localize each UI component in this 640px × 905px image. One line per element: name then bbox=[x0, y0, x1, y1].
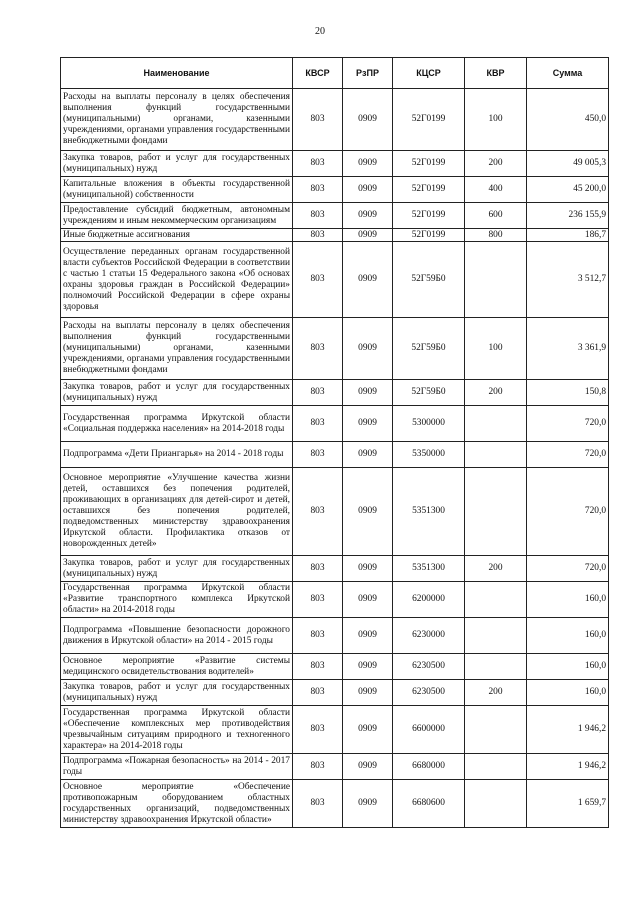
cell-kvr: 200 bbox=[465, 680, 527, 706]
cell-rzpr: 0909 bbox=[343, 229, 393, 242]
cell-sum: 720,0 bbox=[527, 442, 609, 468]
cell-kvsr: 803 bbox=[293, 406, 343, 442]
cell-kvr bbox=[465, 582, 527, 618]
cell-kvr: 600 bbox=[465, 203, 527, 229]
cell-kvsr: 803 bbox=[293, 177, 343, 203]
cell-rzpr: 0909 bbox=[343, 556, 393, 582]
cell-name: Основное мероприятие «Обеспечение противопожарным оборудованием областных государственных организаций, подведомственных министерству здравоохранения Иркутской области» bbox=[61, 780, 293, 828]
cell-name: Основное мероприятие «Улучшение качества жизни детей, оставшихся без попечения родителей, проживающих в организациях для детей-сирот и детей, оставшихся без попечения родителей, подведомственных министерству здравоохранения Иркутской области. Профилактика отказов от новорожденных детей» bbox=[61, 468, 293, 556]
cell-kvsr: 803 bbox=[293, 618, 343, 654]
cell-kvsr: 803 bbox=[293, 89, 343, 151]
cell-name: Государственная программа Иркутской области «Развитие транспортного комплекса Иркутской области» на 2014-2018 годы bbox=[61, 582, 293, 618]
header-kcsr: КЦСР bbox=[393, 58, 465, 89]
cell-kvr: 200 bbox=[465, 556, 527, 582]
cell-sum: 1 946,2 bbox=[527, 706, 609, 754]
cell-kvsr: 803 bbox=[293, 654, 343, 680]
cell-sum: 1 946,2 bbox=[527, 754, 609, 780]
cell-name: Закупка товаров, работ и услуг для государственных (муниципальных) нужд bbox=[61, 151, 293, 177]
cell-name: Капитальные вложения в объекты государственной (муниципальной) собственности bbox=[61, 177, 293, 203]
cell-rzpr: 0909 bbox=[343, 654, 393, 680]
cell-kcsr: 6680000 bbox=[393, 754, 465, 780]
budget-table bbox=[60, 57, 609, 828]
cell-rzpr: 0909 bbox=[343, 442, 393, 468]
cell-rzpr: 0909 bbox=[343, 406, 393, 442]
cell-kcsr: 52Г0199 bbox=[393, 151, 465, 177]
cell-rzpr: 0909 bbox=[343, 468, 393, 556]
table-row bbox=[61, 706, 609, 754]
cell-kcsr: 5300000 bbox=[393, 406, 465, 442]
page-number: 20 bbox=[315, 26, 325, 37]
cell-name: Закупка товаров, работ и услуг для государственных (муниципальных) нужд bbox=[61, 380, 293, 406]
table-row bbox=[61, 242, 609, 318]
cell-sum: 45 200,0 bbox=[527, 177, 609, 203]
cell-sum: 186,7 bbox=[527, 229, 609, 242]
cell-sum: 720,0 bbox=[527, 406, 609, 442]
cell-rzpr: 0909 bbox=[343, 203, 393, 229]
cell-rzpr: 0909 bbox=[343, 780, 393, 828]
cell-name: Закупка товаров, работ и услуг для государственных (муниципальных) нужд bbox=[61, 680, 293, 706]
table-row bbox=[61, 406, 609, 442]
cell-kcsr: 6600000 bbox=[393, 706, 465, 754]
table-row bbox=[61, 654, 609, 680]
table-row bbox=[61, 318, 609, 380]
cell-sum: 236 155,9 bbox=[527, 203, 609, 229]
table-row bbox=[61, 754, 609, 780]
cell-sum: 160,0 bbox=[527, 618, 609, 654]
table-row bbox=[61, 380, 609, 406]
cell-sum: 150,8 bbox=[527, 380, 609, 406]
cell-sum: 1 659,7 bbox=[527, 780, 609, 828]
cell-kcsr: 6230500 bbox=[393, 680, 465, 706]
cell-kcsr: 52Г59Б0 bbox=[393, 242, 465, 318]
cell-name: Иные бюджетные ассигнования bbox=[61, 229, 293, 242]
cell-kvr bbox=[465, 618, 527, 654]
cell-rzpr: 0909 bbox=[343, 680, 393, 706]
table-row bbox=[61, 780, 609, 828]
cell-kvr bbox=[465, 754, 527, 780]
table-row bbox=[61, 618, 609, 654]
cell-sum: 3 512,7 bbox=[527, 242, 609, 318]
cell-name: Государственная программа Иркутской области «Обеспечение комплексных мер противодействия чрезвычайным ситуациям природного и техногенного характера» на 2014-2018 годы bbox=[61, 706, 293, 754]
cell-kvsr: 803 bbox=[293, 468, 343, 556]
table-row bbox=[61, 151, 609, 177]
cell-kvr: 200 bbox=[465, 151, 527, 177]
cell-kcsr: 52Г0199 bbox=[393, 203, 465, 229]
cell-kvr bbox=[465, 468, 527, 556]
table-row bbox=[61, 177, 609, 203]
cell-kcsr: 52Г59Б0 bbox=[393, 380, 465, 406]
table-row bbox=[61, 680, 609, 706]
cell-kvr bbox=[465, 654, 527, 680]
cell-kvsr: 803 bbox=[293, 680, 343, 706]
cell-kvsr: 803 bbox=[293, 318, 343, 380]
cell-kvsr: 803 bbox=[293, 556, 343, 582]
table-row bbox=[61, 556, 609, 582]
cell-kvr bbox=[465, 706, 527, 754]
cell-kvr: 100 bbox=[465, 318, 527, 380]
cell-kvsr: 803 bbox=[293, 151, 343, 177]
cell-kcsr: 52Г0199 bbox=[393, 89, 465, 151]
cell-sum: 3 361,9 bbox=[527, 318, 609, 380]
cell-kcsr: 5350000 bbox=[393, 442, 465, 468]
cell-name: Подпрограмма «Дети Приангарья» на 2014 - 2018 годы bbox=[61, 442, 293, 468]
table-row bbox=[61, 89, 609, 151]
cell-kvsr: 803 bbox=[293, 754, 343, 780]
cell-kvr bbox=[465, 406, 527, 442]
cell-kcsr: 6230000 bbox=[393, 618, 465, 654]
table-row bbox=[61, 582, 609, 618]
cell-name: Предоставление субсидий бюджетным, автономным учреждениям и иным некоммерческим организациям bbox=[61, 203, 293, 229]
cell-name: Основное мероприятие «Развитие системы медицинского освидетельствования водителей» bbox=[61, 654, 293, 680]
table-row bbox=[61, 203, 609, 229]
cell-kvr: 200 bbox=[465, 380, 527, 406]
cell-rzpr: 0909 bbox=[343, 89, 393, 151]
cell-kvr bbox=[465, 442, 527, 468]
cell-kvsr: 803 bbox=[293, 442, 343, 468]
cell-sum: 720,0 bbox=[527, 556, 609, 582]
cell-kvsr: 803 bbox=[293, 582, 343, 618]
cell-sum: 49 005,3 bbox=[527, 151, 609, 177]
cell-kvsr: 803 bbox=[293, 380, 343, 406]
cell-kcsr: 5351300 bbox=[393, 556, 465, 582]
cell-name: Государственная программа Иркутской области «Социальная поддержка населения» на 2014-2018 годы bbox=[61, 406, 293, 442]
cell-kcsr: 52Г59Б0 bbox=[393, 318, 465, 380]
cell-rzpr: 0909 bbox=[343, 582, 393, 618]
table-row bbox=[61, 468, 609, 556]
cell-rzpr: 0909 bbox=[343, 151, 393, 177]
cell-rzpr: 0909 bbox=[343, 618, 393, 654]
header-name: Наименование bbox=[61, 58, 293, 89]
cell-sum: 720,0 bbox=[527, 468, 609, 556]
cell-name: Расходы на выплаты персоналу в целях обеспечения выполнения функций государственными (муниципальными) органами, казенными учреждениями, органами управления государственными внебюджетными фондами bbox=[61, 89, 293, 151]
header-sum: Сумма bbox=[527, 58, 609, 89]
header-kvsr: КВСР bbox=[293, 58, 343, 89]
cell-rzpr: 0909 bbox=[343, 706, 393, 754]
table-row bbox=[61, 442, 609, 468]
cell-kcsr: 52Г0199 bbox=[393, 229, 465, 242]
header-rzpr: РзПР bbox=[343, 58, 393, 89]
header-kvr: КВР bbox=[465, 58, 527, 89]
table-row bbox=[61, 229, 609, 242]
table-header-row bbox=[61, 58, 609, 89]
cell-name: Закупка товаров, работ и услуг для государственных (муниципальных) нужд bbox=[61, 556, 293, 582]
cell-sum: 160,0 bbox=[527, 680, 609, 706]
cell-kvsr: 803 bbox=[293, 203, 343, 229]
cell-kvr: 400 bbox=[465, 177, 527, 203]
cell-rzpr: 0909 bbox=[343, 177, 393, 203]
cell-kvr: 800 bbox=[465, 229, 527, 242]
cell-kvsr: 803 bbox=[293, 780, 343, 828]
cell-name: Осуществление переданных органам государственной власти субъектов Российской Федерации в соответствии с частью 1 статьи 15 Федерального закона «Об основах охраны здоровья граждан в Российской Федерации» полномочий Российской Федерации в сфере охраны здоровья bbox=[61, 242, 293, 318]
cell-kcsr: 6230500 bbox=[393, 654, 465, 680]
cell-kvr bbox=[465, 780, 527, 828]
cell-kvsr: 803 bbox=[293, 229, 343, 242]
cell-name: Расходы на выплаты персоналу в целях обеспечения выполнения функций государственными (муниципальными) органами, казенными учреждениями, органами управления государственными внебюджетными фондами bbox=[61, 318, 293, 380]
cell-kcsr: 6200000 bbox=[393, 582, 465, 618]
cell-kcsr: 5351300 bbox=[393, 468, 465, 556]
cell-kcsr: 52Г0199 bbox=[393, 177, 465, 203]
cell-kvr: 100 bbox=[465, 89, 527, 151]
cell-rzpr: 0909 bbox=[343, 380, 393, 406]
cell-rzpr: 0909 bbox=[343, 754, 393, 780]
cell-sum: 450,0 bbox=[527, 89, 609, 151]
cell-rzpr: 0909 bbox=[343, 318, 393, 380]
cell-rzpr: 0909 bbox=[343, 242, 393, 318]
cell-name: Подпрограмма «Повышение безопасности дорожного движения в Иркутской области» на 2014 - 2015 годы bbox=[61, 618, 293, 654]
cell-sum: 160,0 bbox=[527, 582, 609, 618]
cell-kcsr: 6680600 bbox=[393, 780, 465, 828]
cell-kvr bbox=[465, 242, 527, 318]
table-body bbox=[61, 89, 609, 828]
cell-kvsr: 803 bbox=[293, 242, 343, 318]
cell-name: Подпрограмма «Пожарная безопасность» на 2014 - 2017 годы bbox=[61, 754, 293, 780]
cell-kvsr: 803 bbox=[293, 706, 343, 754]
cell-sum: 160,0 bbox=[527, 654, 609, 680]
